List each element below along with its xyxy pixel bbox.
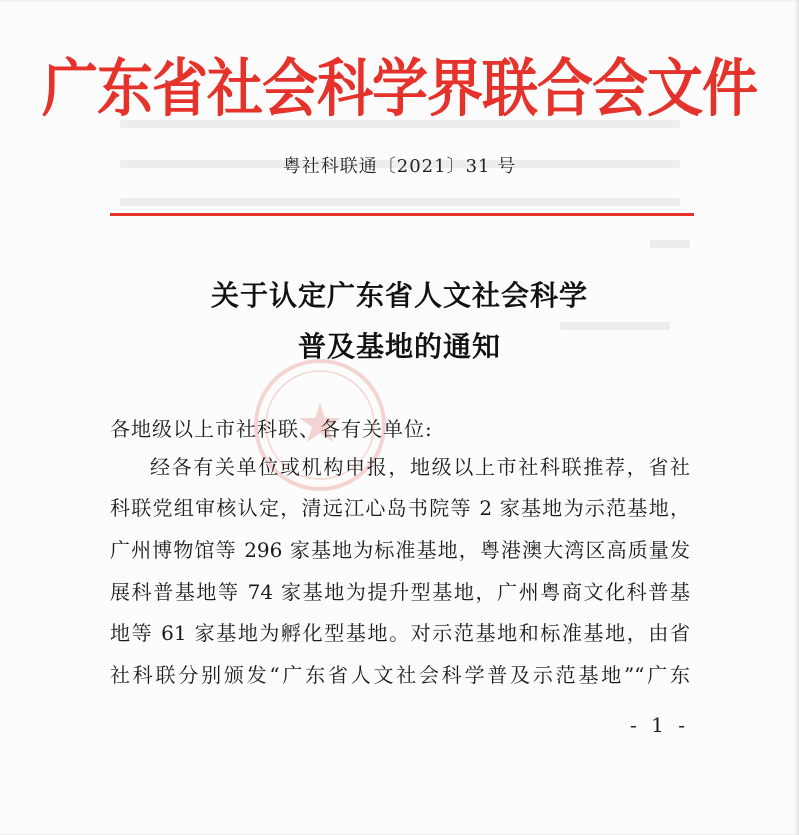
document-number: 粤社科联通〔2021〕31 号 bbox=[282, 156, 517, 177]
body-line: 展科普基地等 74 家基地为提升型基地，广州粤商文化科普基 bbox=[110, 580, 690, 604]
document-header-title: 广东省社会科学界联合会文件 bbox=[42, 51, 757, 126]
body-line: 地等 61 家基地为孵化型基地。对示范基地和标准基地，由省 bbox=[110, 621, 690, 645]
notice-title-line-1: 关于认定广东省人文社会科学 bbox=[210, 279, 588, 312]
body-line: 经各有关单位或机构申报，地级以上市社科联推荐，省社 bbox=[150, 455, 690, 479]
salutation: 各地级以上市社科联、各有关单位: bbox=[110, 417, 433, 441]
body-line: 广州博物馆等 296 家基地为标准基地，粤港澳大湾区高质量发 bbox=[110, 538, 690, 562]
bleed-through-mark bbox=[120, 198, 680, 206]
body-line: 社科联分别颁发“广东省人文社会科学普及示范基地”“广东 bbox=[110, 663, 690, 687]
red-divider-line bbox=[110, 213, 694, 216]
page-number: - 1 - bbox=[630, 713, 689, 737]
bleed-through-mark bbox=[650, 240, 690, 248]
body-line: 科联党组审核认定，清远江心岛书院等 2 家基地为示范基地， bbox=[110, 496, 690, 520]
notice-title-line-2: 普及基地的通知 bbox=[297, 330, 501, 363]
